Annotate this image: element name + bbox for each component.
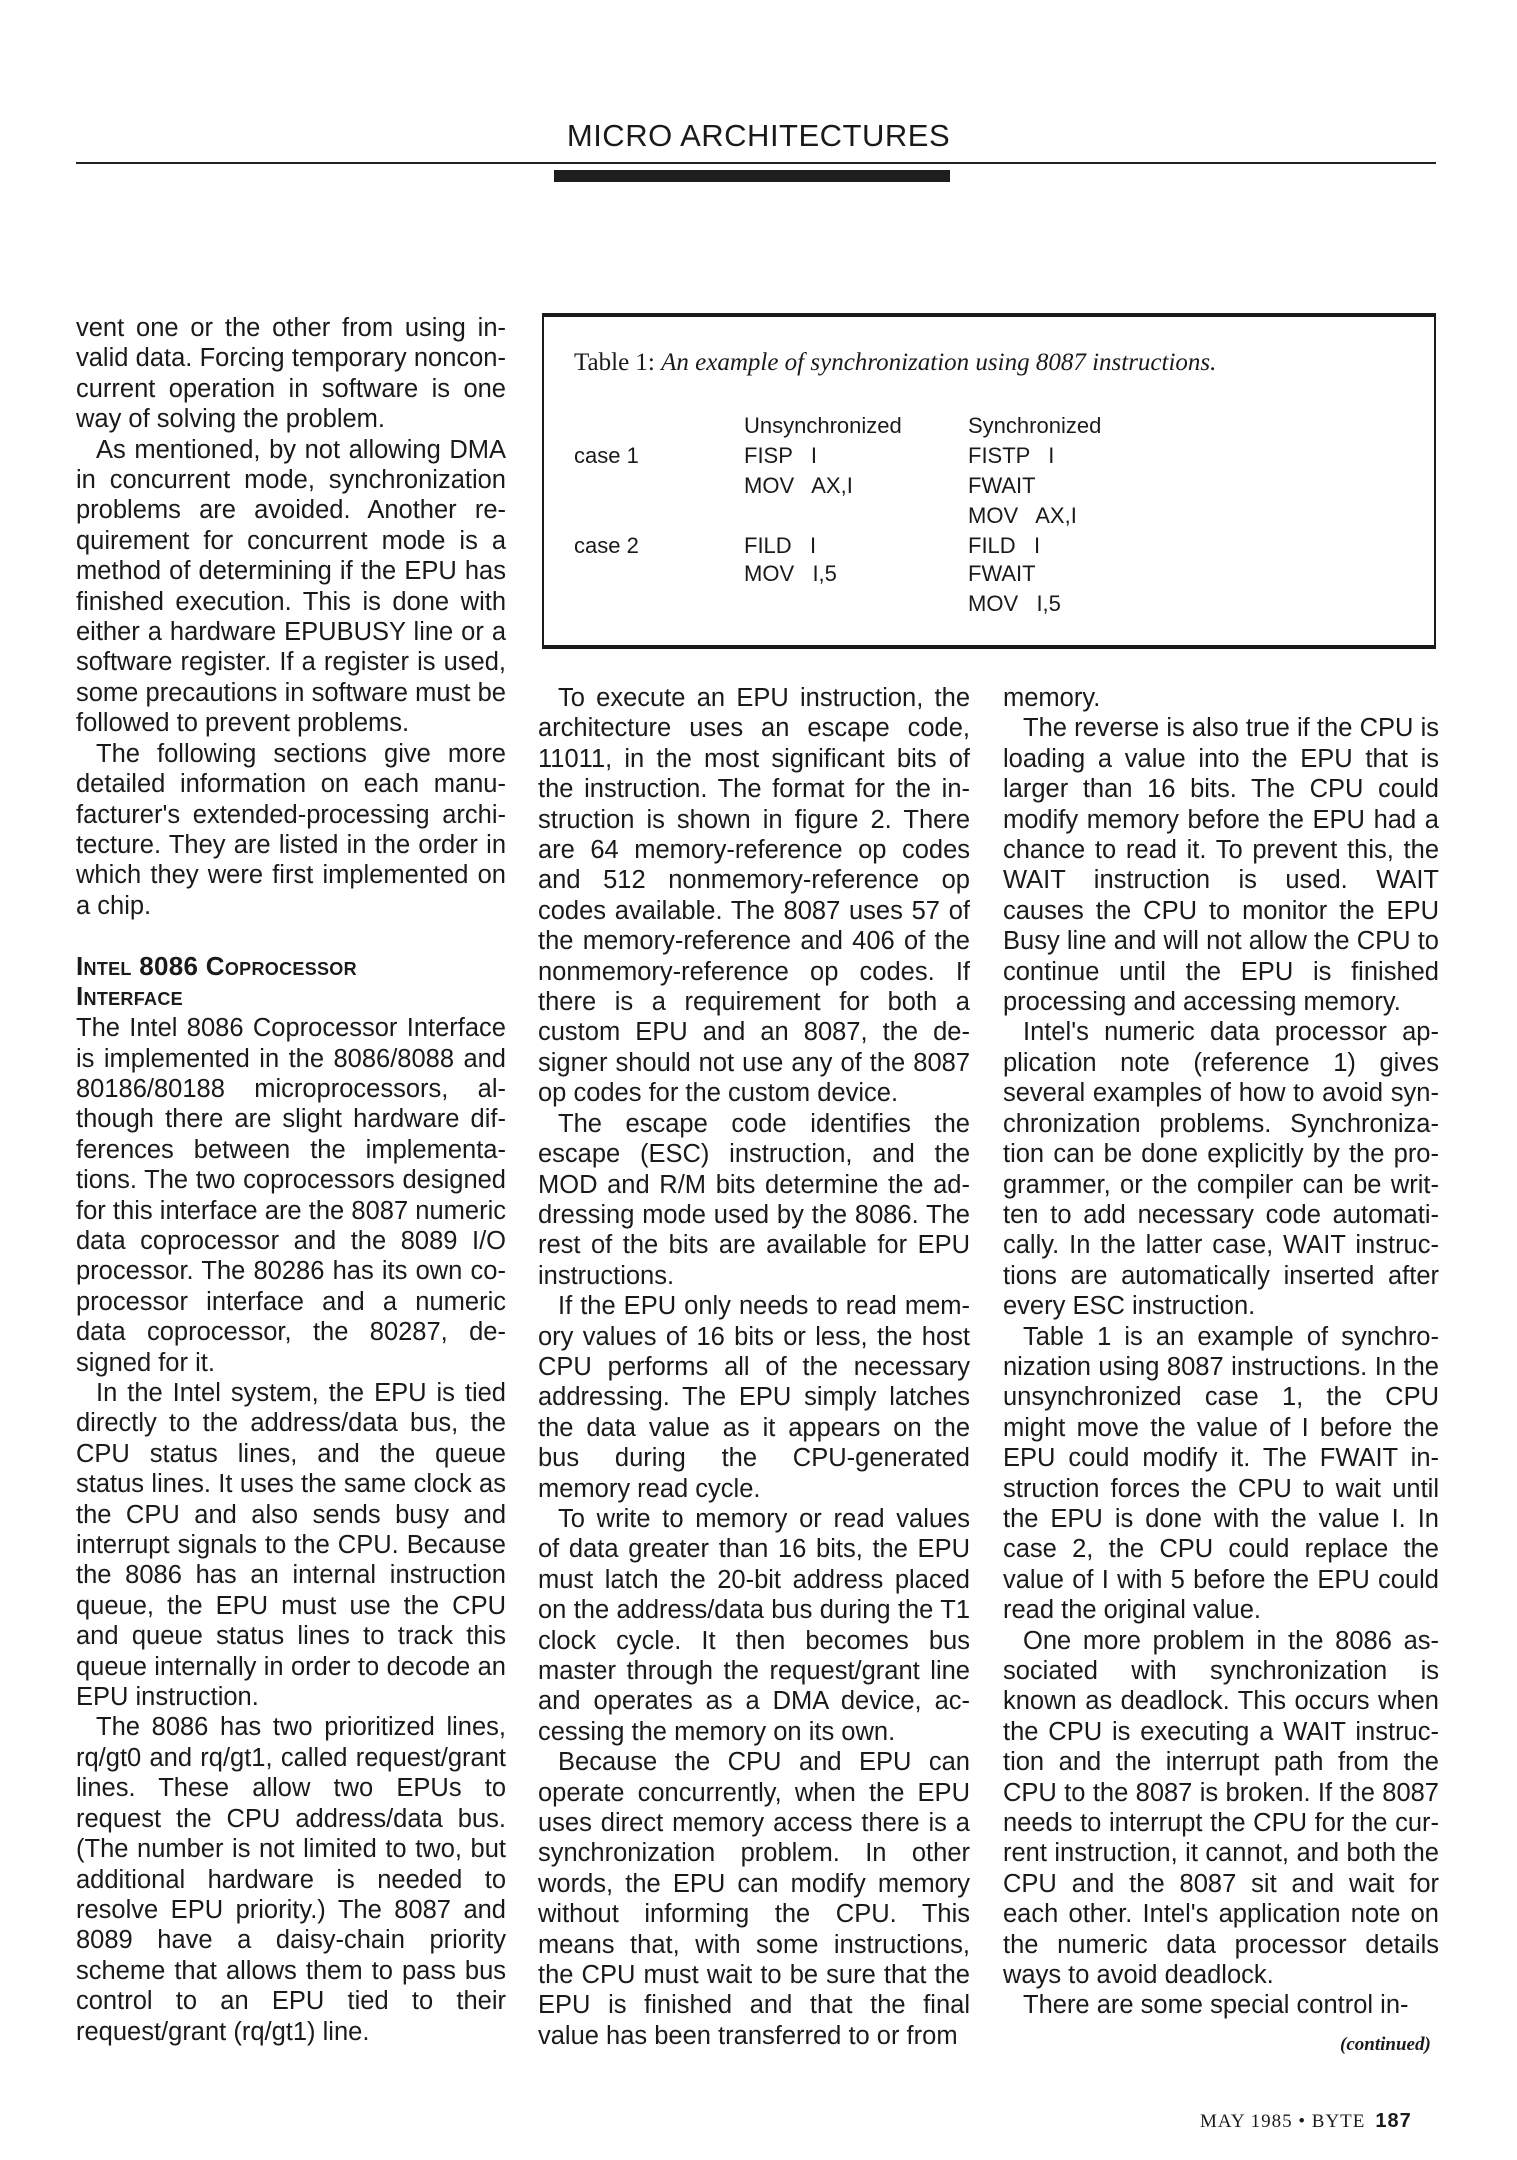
case-1-unsync-line-1: FISP I (744, 443, 817, 468)
paragraph: Intel's numeric data processor application note (reference 1) gives several examples of how to avoid synchronization problems. Synchronization can be done explicitly by the programmer, or the compiler can be written to add necessary code automatically. In the latter case, WAIT instructions are automatically inserted after every ESC instruction. (1003, 1018, 1439, 1321)
paragraph: If the EPU only needs to read memory values of 16 bits or less, the host CPU performs all of the necessary addressing. The EPU simply latches the data value as it appears on the bus during the CPU-generated memory read cycle. (538, 1292, 970, 1503)
case-2-label: case 2 (574, 533, 639, 558)
column-2 (538, 683, 970, 2051)
case-1-sync-line-1: FISTP I (968, 443, 1055, 468)
paragraph: The Intel 8086 Coprocessor Interface is implemented in the 8086/8088 and 80186/80188 microprocessors, although there are slight hardware differences between the implementations. The two coprocessors designed for this interface are the 8087 numeric data coprocessor and the 8089 I/O processor. The 80286 has its own coprocessor interface and a numeric data coprocessor, the 80287, designed for it. (76, 1014, 506, 1377)
case-2-sync-line-1: FILD I (968, 533, 1041, 558)
running-header: MICRO ARCHITECTURES (566, 118, 951, 153)
paragraph: One more problem in the 8086 associated with synchronization is known as deadlock. This occurs when the CPU is executing a WAIT instruction and the interrupt path from the CPU to the 8087 is broken. If the 8087 needs to interrupt the CPU for the current instruction, it cannot, and both the CPU and the 8087 sit and wait for each other. Intel's application note on the numeric data processor details ways to avoid deadlock. (1003, 1626, 1439, 1990)
paragraph: The reverse is also true if the CPU is loading a value into the EPU that is larger than 16 bits. The CPU could modify memory before the EPU had a chance to read it. To prevent this, the WAIT instruction is used. WAIT causes the CPU to monitor the EPU Busy line and will not allow the CPU to continue until the EPU is finished processing and accessing memory. (1003, 714, 1439, 1017)
section-heading (76, 951, 506, 1011)
paragraph: The following sections give more detailed information on each manufacturer's extended-processing architecture. They are listed in the order in which they were first implemented on a chip. (76, 739, 506, 920)
header-rule (76, 162, 1436, 164)
issue-line: MAY 1985 • BYTE (1200, 2111, 1366, 2132)
table-1 (542, 313, 1436, 649)
table-caption (574, 349, 1216, 377)
column-3 (1003, 683, 1439, 2021)
paragraph: As mentioned, by not allowing DMA in concurrent mode, synchronization problems are avoided. Another requirement for concurrent mode is a method of determining if the EPU has finished execution. This is done with either a hardware EPUBUSY line or a software register. If a register is used, some precautions in software must be followed to prevent problems. (76, 435, 506, 738)
continued-note: (continued) (1340, 2034, 1431, 2055)
column-1 (76, 313, 506, 2047)
case-1-label: case 1 (574, 443, 639, 468)
header-bar (554, 170, 950, 182)
paragraph: The escape code identifies the escape (ESC) instruction, and the MOD and R/M bits determine the addressing mode used by the 8086. The rest of the bits are available for EPU instructions. (538, 1109, 970, 1290)
page-footer (1200, 2110, 1412, 2133)
column-header-synchronized: Synchronized (968, 413, 1102, 438)
paragraph: memory. (1003, 684, 1101, 712)
paragraph: Table 1 is an example of synchronization using 8087 instructions. In the unsynchronized case 1, the CPU might move the value of I before the EPU could modify it. The FWAIT instruction forces the CPU to wait until the EPU is done with the value I. In case 2, the CPU could replace the value of I with 5 before the EPU could read the original value. (1003, 1322, 1439, 1625)
section-heading-line-2: Interface (76, 981, 183, 1012)
case-1-sync-line-2: FWAIT (968, 473, 1036, 498)
section-heading-line-1: Intel 8086 Coprocessor (76, 951, 357, 982)
paragraph: To execute an EPU instruction, the architecture uses an escape code, 11011, in the most significant bits of the instruction. The format for the instruction is shown in figure 2. There are 64 memory-reference op codes and 512 nonmemory-reference op codes available. The 8087 uses 57 of the memory-reference and 406 of the nonmemory-reference op codes. If there is a requirement for both a custom EPU and an 8087, the designer should not use any of the 8087 op codes for the custom device. (538, 684, 970, 1108)
case-2-unsync-line-2: MOV I,5 (744, 561, 837, 586)
page-number: 187 (1375, 2110, 1412, 2132)
case-1-unsync-line-2: MOV AX,I (744, 473, 853, 498)
paragraph: Because the CPU and EPU can operate concurrently, when the EPU uses direct memory access there is a synchronization problem. In other words, the EPU can modify memory without informing the CPU. This means that, with some instructions, the CPU must wait to be sure that the EPU is finished and that the final value has been transferred to or from (538, 1748, 970, 2050)
table-label: Table 1: (574, 349, 655, 376)
paragraph: vent one or the other from using invalid data. Forcing temporary nonconcurrent operation in software is one way of solving the problem. (76, 314, 506, 434)
table-caption-text: An example of synchronization using 8087 instructions. (661, 349, 1217, 376)
case-2-sync-line-3: MOV I,5 (968, 591, 1061, 616)
paragraph: There are some special control in- (1023, 1991, 1409, 2020)
case-2-unsync-line-1: FILD I (744, 533, 817, 558)
case-2-sync-line-2: FWAIT (968, 561, 1036, 586)
paragraph: To write to memory or read values of data greater than 16 bits, the EPU must latch the 20-bit address placed on the address/data bus during the T1 clock cycle. It then becomes bus master through the request/grant line and operates as a DMA device, accessing the memory on its own. (538, 1504, 970, 1746)
case-1-sync-line-3: MOV AX,I (968, 503, 1077, 528)
column-header-unsynchronized: Unsynchronized (744, 413, 902, 438)
paragraph: The 8086 has two prioritized lines, rq/gt0 and rq/gt1, called request/grant lines. These allow two EPUs to request the CPU address/data bus. (The number is not limited to two, but additional hardware is needed to resolve EPU priority.) The 8087 and 8089 have a daisy-chain priority scheme that allows them to pass bus control to an EPU tied to their request/grant (rq/gt1) line. (76, 1713, 506, 2046)
paragraph: In the Intel system, the EPU is tied directly to the address/data bus, the CPU status lines, and the queue status lines. It uses the same clock as the CPU and also sends busy and interrupt signals to the CPU. Because the 8086 has an internal instruction queue, the EPU must use the CPU and queue status lines to track this queue internally in order to decode an EPU instruction. (76, 1379, 506, 1712)
